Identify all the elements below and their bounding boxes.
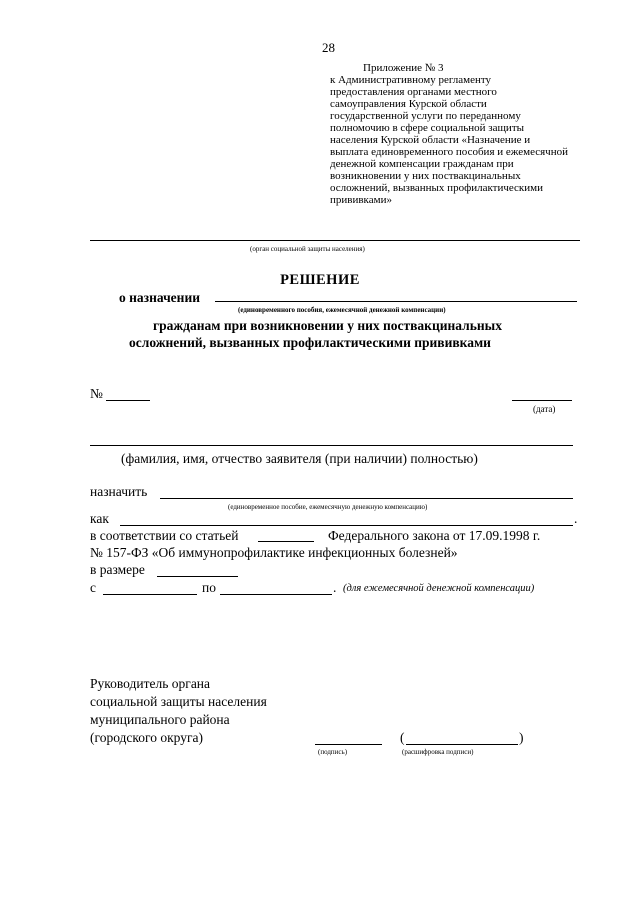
page-number: 28 bbox=[322, 40, 335, 55]
assignment-caption: (единовременного пособия, ежемесячной денежной компенсации) bbox=[238, 306, 446, 314]
as-period: . bbox=[574, 511, 578, 526]
signatory-line: социальной защиты населения bbox=[90, 694, 267, 709]
law-text-a: в соответствии со статьей bbox=[90, 528, 239, 543]
appendix-line: полномочию в сфере социальной защиты bbox=[330, 122, 525, 134]
law-text-b: Федерального закона от 17.09.1998 г. bbox=[328, 528, 541, 543]
assignment-line bbox=[215, 301, 577, 302]
amount-line bbox=[157, 576, 238, 577]
appendix-line: к Административному регламенту bbox=[330, 74, 492, 86]
fio-caption: (фамилия, имя, отчество заявителя (при наличии) полностью) bbox=[121, 451, 478, 466]
appendix-line: населения Курской области «Назначение и bbox=[330, 134, 531, 146]
number-label: № bbox=[90, 386, 103, 401]
organ-line bbox=[90, 240, 580, 241]
amount-label: в размере bbox=[90, 562, 145, 577]
period-note: (для ежемесячной денежной компенсации) bbox=[343, 583, 535, 594]
as-line bbox=[120, 525, 573, 526]
appendix-line: денежной компенсации гражданам при bbox=[330, 158, 514, 170]
from-label: с bbox=[90, 580, 96, 595]
appendix-line: осложнений, вызванных профилактическими bbox=[330, 182, 543, 194]
as-label: как bbox=[90, 511, 109, 526]
article-line bbox=[258, 541, 314, 542]
appendix-line: государственной услуги по переданному bbox=[330, 110, 521, 122]
signatory-line: (городского округа) bbox=[90, 730, 204, 745]
assignment-prefix: о назначении bbox=[119, 290, 201, 305]
organ-caption: (орган социальной защиты населения) bbox=[250, 245, 365, 253]
signatory-line: муниципального района bbox=[90, 712, 230, 727]
date-line bbox=[512, 400, 572, 401]
period-dot: . bbox=[333, 580, 337, 595]
date-caption: (дата) bbox=[533, 404, 556, 414]
assign-caption: (единовременное пособие, ежемесячную денежную компенсацию) bbox=[228, 503, 428, 511]
to-line bbox=[220, 594, 332, 595]
appendix-line: возникновении у них поствакцинальных bbox=[330, 170, 521, 182]
decoding-line bbox=[406, 744, 518, 745]
fio-line bbox=[90, 445, 573, 446]
from-line bbox=[103, 594, 197, 595]
number-line bbox=[106, 400, 150, 401]
decoding-close-paren: ) bbox=[519, 730, 524, 745]
decoding-open-paren: ( bbox=[400, 730, 405, 745]
assignment-line1: гражданам при возникновении у них поствакцинальных bbox=[153, 318, 502, 333]
assignment-line2: осложнений, вызванных профилактическими прививками bbox=[129, 335, 491, 350]
appendix-title: Приложение № 3 bbox=[363, 62, 444, 74]
signatory-line: Руководитель органа bbox=[90, 676, 211, 691]
appendix-block bbox=[330, 62, 568, 206]
law-text-line2: № 157-ФЗ «Об иммунопрофилактике инфекционных болезней» bbox=[90, 545, 458, 560]
signature-caption: (подпись) bbox=[318, 748, 348, 756]
appendix-line: прививками» bbox=[330, 194, 392, 206]
decoding-caption: (расшифровка подписи) bbox=[402, 748, 474, 756]
to-label: по bbox=[202, 580, 216, 595]
assign-line bbox=[160, 498, 573, 499]
assign-label: назначить bbox=[90, 484, 148, 499]
appendix-line: выплата единовременного пособия и ежемесячной bbox=[330, 146, 568, 158]
signature-line bbox=[315, 744, 382, 745]
document-title: РЕШЕНИЕ bbox=[280, 272, 360, 288]
appendix-line: самоуправления Курской области bbox=[330, 98, 487, 110]
appendix-line: предоставления органами местного bbox=[330, 86, 497, 98]
